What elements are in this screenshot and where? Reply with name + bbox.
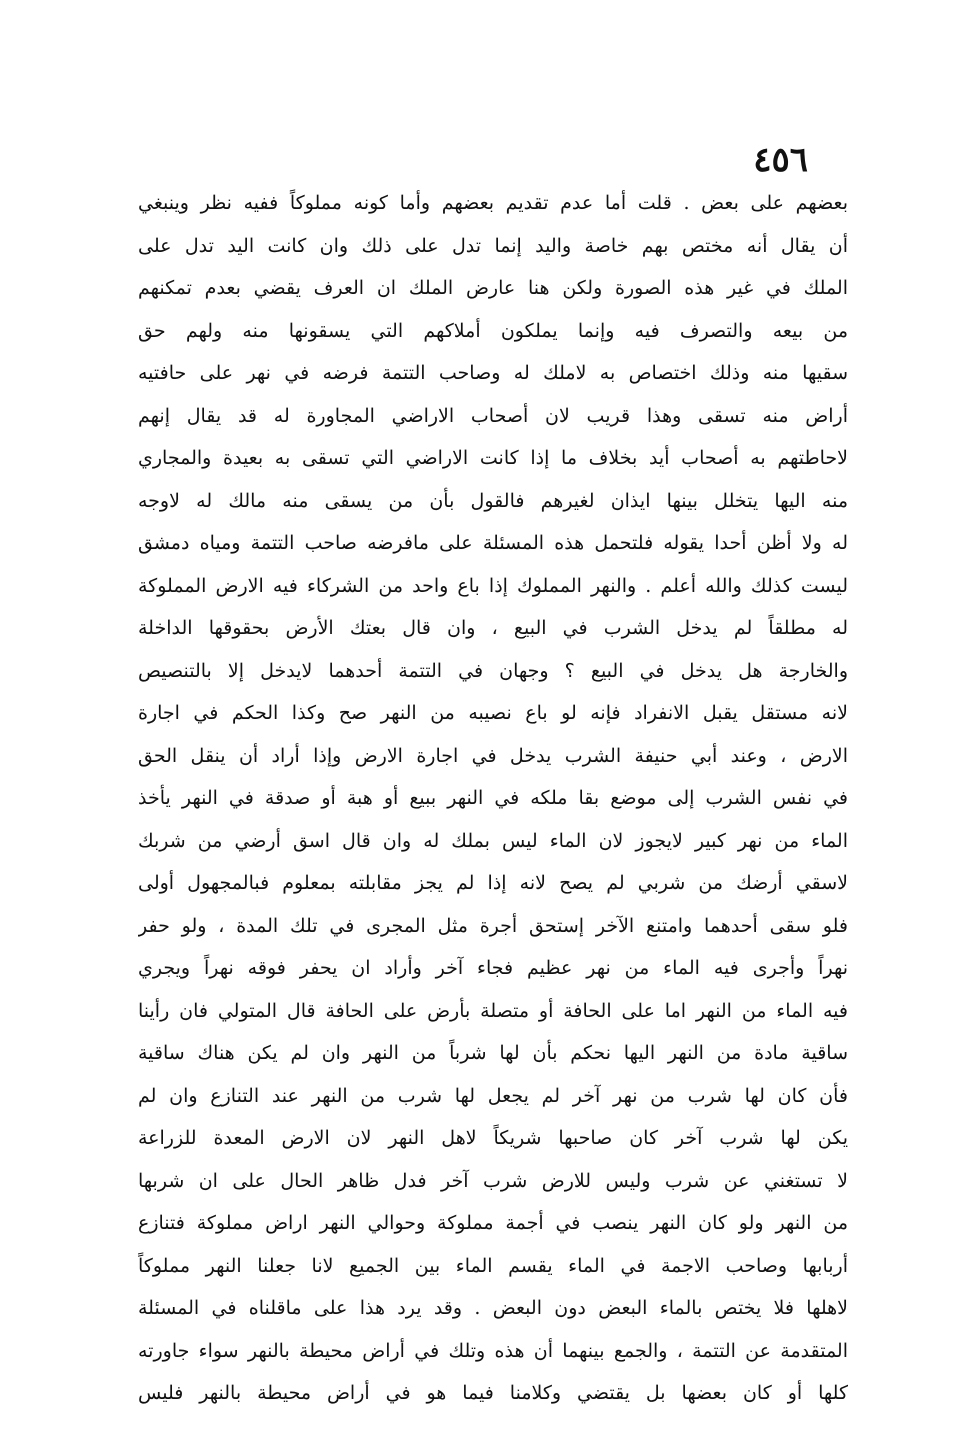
text-line: لاهلها فلا يختص بالماء البعض دون البعض . وقد يرد هذا على ماقلناه في المسئلة [138, 1297, 848, 1319]
text-line: بعضهم على بعض . قلت أما عدم تقديم بعضهم وأما كونه مملوكاً ففيه نظر وينبغي [138, 192, 848, 214]
text-line: نهراً وأجرى فيه الماء من نهر عظيم فجاء آخر وأراد ان يحفر فوقه نهراً ويجري [138, 957, 848, 979]
text-line: من بيعه والتصرف فيه وإنما يملكون أملاكهم التي يسقونها منه ولهم حق [138, 319, 848, 342]
text-line: لاحاطتهم به أصحاب أيد بخلاف ما إذا كانت الاراضي التي تسقى به بعيدة والمجاري [138, 447, 848, 469]
text-line: له ولا أظن أحدا يقوله فلتحمل هذه المسئلة على مافرضه صاحب التتمة ومياه دمشق [138, 532, 848, 554]
text-line: في نفس الشرب إلى موضع بقا ملكه في النهر ببيع أو هبة أو صدقة في النهر يأخذ [138, 787, 848, 809]
text-line: فلو سقى أحدهما وامتنع الآخر إستحق أجرة مثل المجرى في تلك المدة ، ولو حفر [138, 914, 848, 937]
text-line: من النهر ولو كان النهر ينصب في أجمة مملوكة وحوالي النهر اراض مملوكة فتنازع [138, 1212, 848, 1234]
text-line: كلها أو كان بعضها بل يقتضي وكلامنا فيما هو في أراض محيطة بالنهر فليس [138, 1382, 848, 1404]
body-text [138, 182, 848, 1415]
text-line: أراض منه تسقى وهذا قريب لان أصحاب الاراضي المجاورة له قد يقال إنهم [138, 404, 848, 427]
text-line: سقيها منه وذلك اختصاص به لاملك له وصاحب التتمة فرضه في نهر على حافتيه [138, 362, 848, 384]
page-number: ٤٥٦ [753, 140, 808, 180]
text-line: فأن كان لها شرب من نهر آخر لم يجعل لها شرب من النهر عند التنازع وان لم [138, 1084, 848, 1107]
text-line: المتقدمة عن التتمة ، والجمع بينهما أن هذه وتلك في أراض محيطة بالنهر سواء جاورته [138, 1339, 848, 1362]
text-line: والخارجة هل يدخل في البيع ؟ وجهان في التتمة أحدهما لايدخل إلا بالتنصيص [138, 659, 848, 682]
text-line: ليست كذلك والله أعلم . والنهر المملوك إذا باع واحد من الشركاء فيه الارض المملوكة [138, 574, 848, 597]
text-line: لاسقي أرضك من شربي لم يصح لانه إذا لم يجز مقابلته بمعلوم فبالمجهول أولى [138, 872, 848, 894]
text-line: لا تستغني عن شرب وليس للارض شرب آخر فدل ظاهر الحال على ان شربها [138, 1169, 848, 1192]
text-line: الماء من نهر كبير لايجوز لان الماء ليس بملك له وان قال اسق أرضي من شربك [138, 829, 848, 852]
text-line: له مطلقاً لم يدخل الشرب في البيع ، وان قال بعتك الأرض بحقوقها الداخلة [138, 617, 848, 639]
text-line: لانه مستقل يقبل الانفراد فإنه لو باع نصيبه من النهر صح وكذا الحكم في اجارة [138, 702, 848, 724]
text-line: فيه الماء من النهر اما على الحافة أو متصلة بأرض على الحافة قال المتولي فان رأينا [138, 999, 848, 1022]
text-line: الارض ، وعند أبي حنيفة الشرب يدخل في اجارة الارض وإذا أراد أن ينقل الحق [138, 744, 848, 767]
text-line: ساقية مادة من النهر اليها نحكم بأن لها شرباً من النهر وان لم يكن هناك ساقية [138, 1042, 848, 1064]
text-line: أن يقال أنه مختص بهم خاصة واليد إنما تدل على ذلك وان كانت اليد تدل على [138, 234, 848, 257]
text-line: أربابها وصاحب الاجمة في الماء يقسم الماء بين الجميع لانا جعلنا النهر مملوكاً [138, 1254, 848, 1277]
text-line: منه اليها يتخلل بينها ايذان لغيرهم فالقول بأن من يسقى منه مالك له لاوجه [138, 489, 848, 512]
text-line: يكن لها شرب آخر كان صاحبها شريكاً لاهل النهر لان الارض المعدة للزراعة [138, 1127, 848, 1149]
text-line: الملك في غير هذه الصورة ولكن هنا عارض الملك ان العرف يقضي بعدم تمكنهم [138, 277, 848, 299]
